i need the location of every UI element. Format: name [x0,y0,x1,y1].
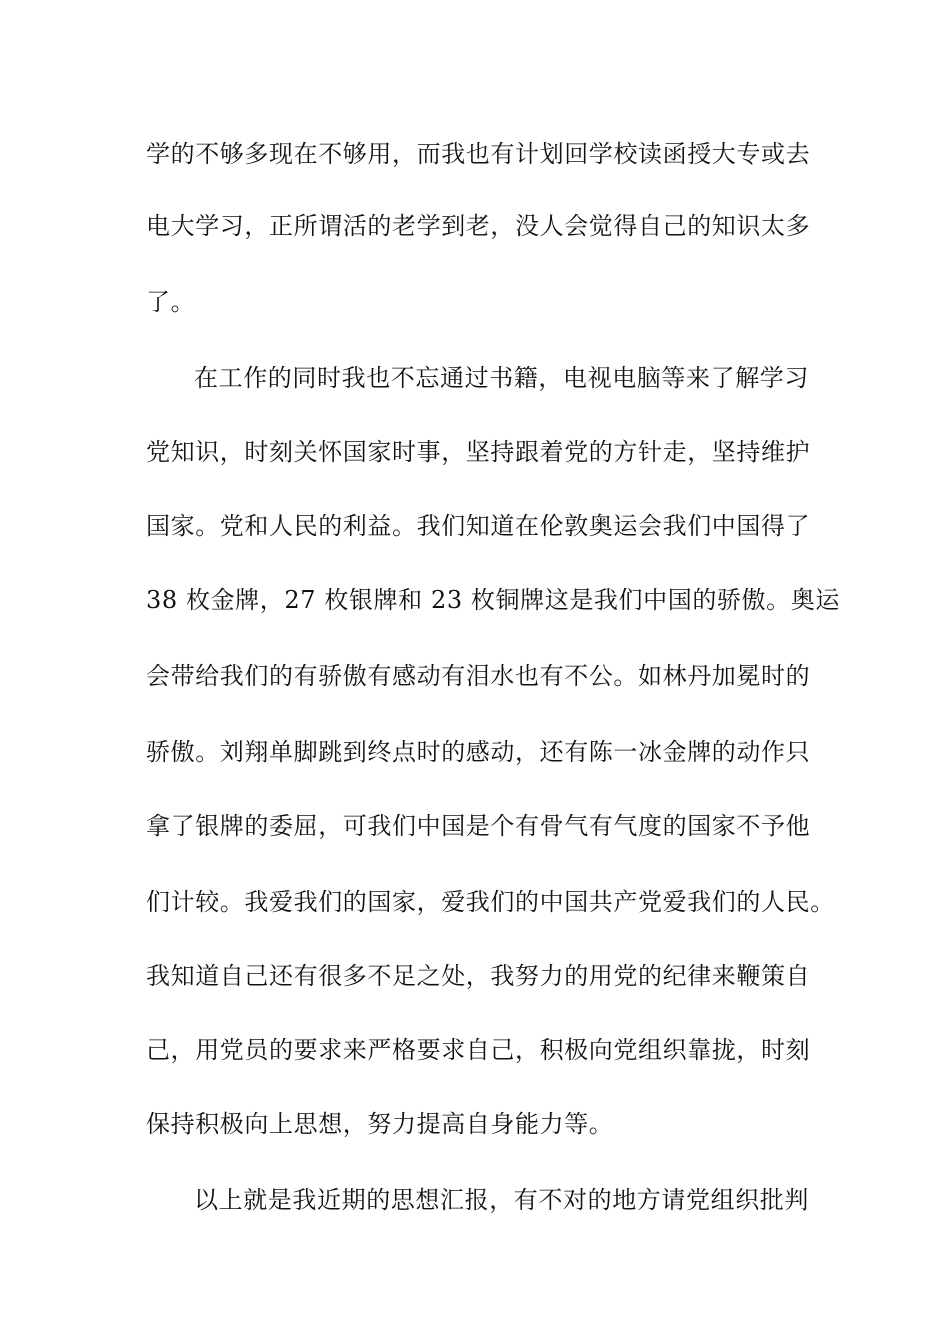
text-line: 电大学习，正所谓活的老学到老，没人会觉得自己的知识太多 [146,212,811,240]
text-line: 党知识，时刻关怀国家时事，坚持跟着党的方针走，坚持维护 [146,438,811,466]
text-line: 国家。党和人民的利益。我们知道在伦敦奥运会我们中国得了 [146,512,811,540]
text-line: 们计较。我爱我们的国家，爱我们的中国共产党爱我们的人民。 [146,888,835,916]
paragraph-start-line: 在工作的同时我也不忘通过书籍，电视电脑等来了解学习 [194,364,809,392]
text-line: 拿了银牌的委屈，可我们中国是个有骨气有气度的国家不予他 [146,812,811,840]
text-line: 己，用党员的要求来严格要求自己，积极向党组织靠拢，时刻 [146,1036,811,1064]
text-line: 学的不够多现在不够用，而我也有计划回学校读函授大专或去 [146,140,811,168]
paragraph-start-line: 以上就是我近期的思想汇报，有不对的地方请党组织批判 [194,1186,809,1214]
text-line: 会带给我们的有骄傲有感动有泪水也有不公。如林丹加冕时的 [146,662,811,690]
text-line: 了。 [146,288,196,316]
text-line: 我知道自己还有很多不足之处，我努力的用党的纪律来鞭策自 [146,962,811,990]
text-line: 38 枚金牌，27 枚银牌和 23 枚铜牌这是我们中国的骄傲。奥运 [146,586,840,614]
text-line: 保持积极向上思想，努力提高自身能力等。 [146,1110,614,1138]
text-line: 骄傲。刘翔单脚跳到终点时的感动，还有陈一冰金牌的动作只 [146,738,811,766]
